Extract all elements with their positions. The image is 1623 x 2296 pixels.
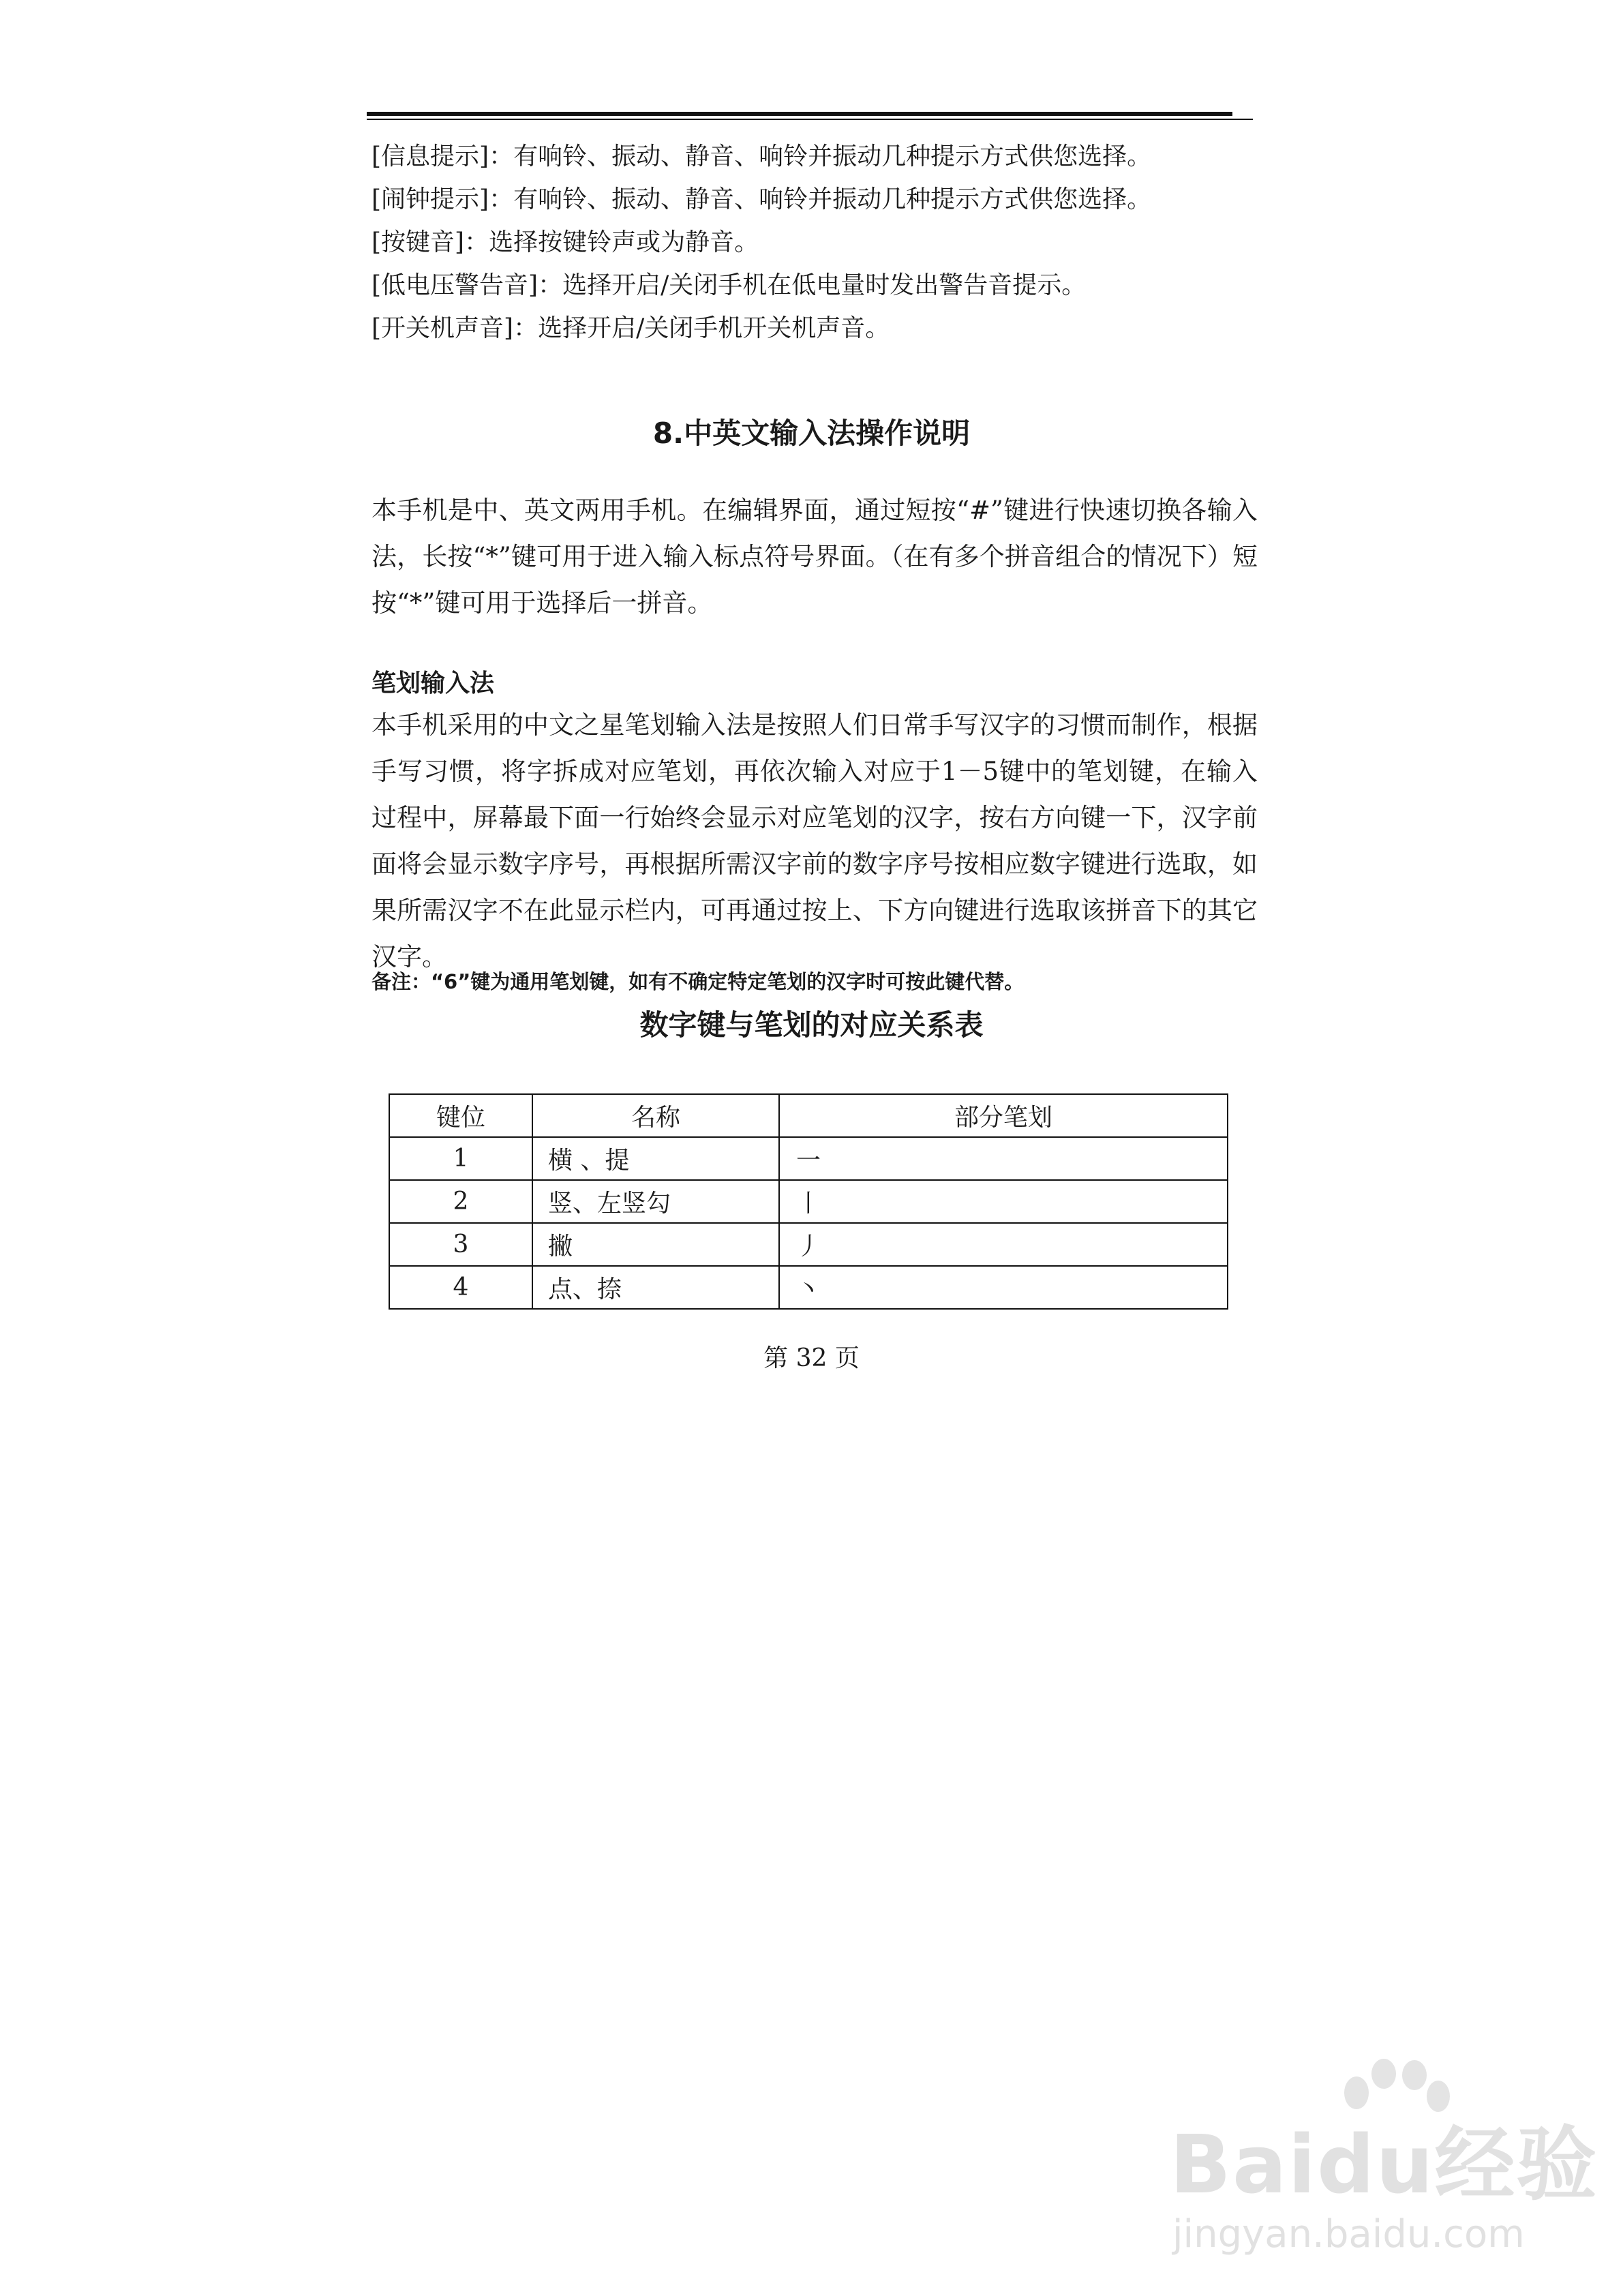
header-stroke: 部分笔划 xyxy=(779,1094,1228,1137)
cell-key: 2 xyxy=(389,1180,532,1223)
table-row xyxy=(389,1137,1228,1180)
stroke-input-heading: 笔划输入法 xyxy=(371,669,495,697)
baidu-watermark xyxy=(1145,2059,1598,2263)
header-rule-thin xyxy=(367,119,1253,120)
setting-keypad-tone: [按键音]：选择按键铃声或为静音。 xyxy=(371,228,759,256)
table-header-row xyxy=(389,1094,1228,1137)
cell-key: 1 xyxy=(389,1137,532,1180)
stroke-input-paragraph: 本手机采用的中文之星笔划输入法是按照人们日常手写汉字的习惯而制作，根据手写习惯，将字拆成对应笔划，再依次输入对应于1－5键中的笔划键，在输入过程中，屏幕最下面一行始终会显示对应笔划的汉字，按右方向键一下，汉字前面将会显示数字序号，再根据所需汉字前的数字序号按相应数字键进行选取，如果所需汉字不在此显示栏内，可再通过按上、下方向键进行选取该拼音下的其它汉字。 xyxy=(371,710,1258,971)
table-row xyxy=(389,1223,1228,1266)
setting-message-alert: [信息提示]：有响铃、振动、静音、响铃并振动几种提示方式供您选择。 xyxy=(371,142,1152,170)
cell-key: 4 xyxy=(389,1266,532,1309)
cell-name: 横 、提 xyxy=(532,1137,779,1180)
cell-stroke: 丶 xyxy=(779,1266,1228,1309)
cell-name: 点、捺 xyxy=(532,1266,779,1309)
page-number: 第 32 页 xyxy=(763,1344,860,1372)
cell-name: 竖、左竖勾 xyxy=(532,1180,779,1223)
setting-alarm-alert: [闹钟提示]：有响铃、振动、静音、响铃并振动几种提示方式供您选择。 xyxy=(371,185,1152,213)
watermark-url: jingyan.baidu.com xyxy=(1172,2212,1525,2256)
cell-name: 撇 xyxy=(532,1223,779,1266)
table-row xyxy=(389,1180,1228,1223)
note-text: 备注：“6”键为通用笔划键，如有不确定特定笔划的汉字时可按此键代替。 xyxy=(371,970,1025,993)
setting-low-battery-warning: [低电压警告音]：选择开启/关闭手机在低电量时发出警告音提示。 xyxy=(371,271,1087,299)
header-rule-thick xyxy=(367,112,1232,116)
cell-stroke: 丿 xyxy=(779,1223,1228,1266)
cell-stroke: 一 xyxy=(779,1137,1228,1180)
header-name: 名称 xyxy=(532,1094,779,1137)
section-title: 8.中英文输入法操作说明 xyxy=(652,417,971,450)
table-row xyxy=(389,1266,1228,1309)
stroke-mapping-table xyxy=(389,1093,1228,1310)
setting-power-sound: [开关机声音]：选择开启/关闭手机开关机声音。 xyxy=(371,314,890,342)
intro-paragraph: 本手机是中、英文两用手机。在编辑界面，通过短按“#”键进行快速切换各输入法，长按“*”键可用于进入输入标点符号界面。（在有多个拼音组合的情况下）短按“*”键可用于选择后一拼音。 xyxy=(371,496,1258,618)
table-title: 数字键与笔划的对应关系表 xyxy=(639,1008,984,1042)
cell-stroke: 丨 xyxy=(779,1180,1228,1223)
header-key: 键位 xyxy=(389,1094,532,1137)
watermark-brand: Baidu经验 xyxy=(1170,2117,1598,2211)
sound-settings-list xyxy=(371,135,1151,350)
cell-key: 3 xyxy=(389,1223,532,1266)
